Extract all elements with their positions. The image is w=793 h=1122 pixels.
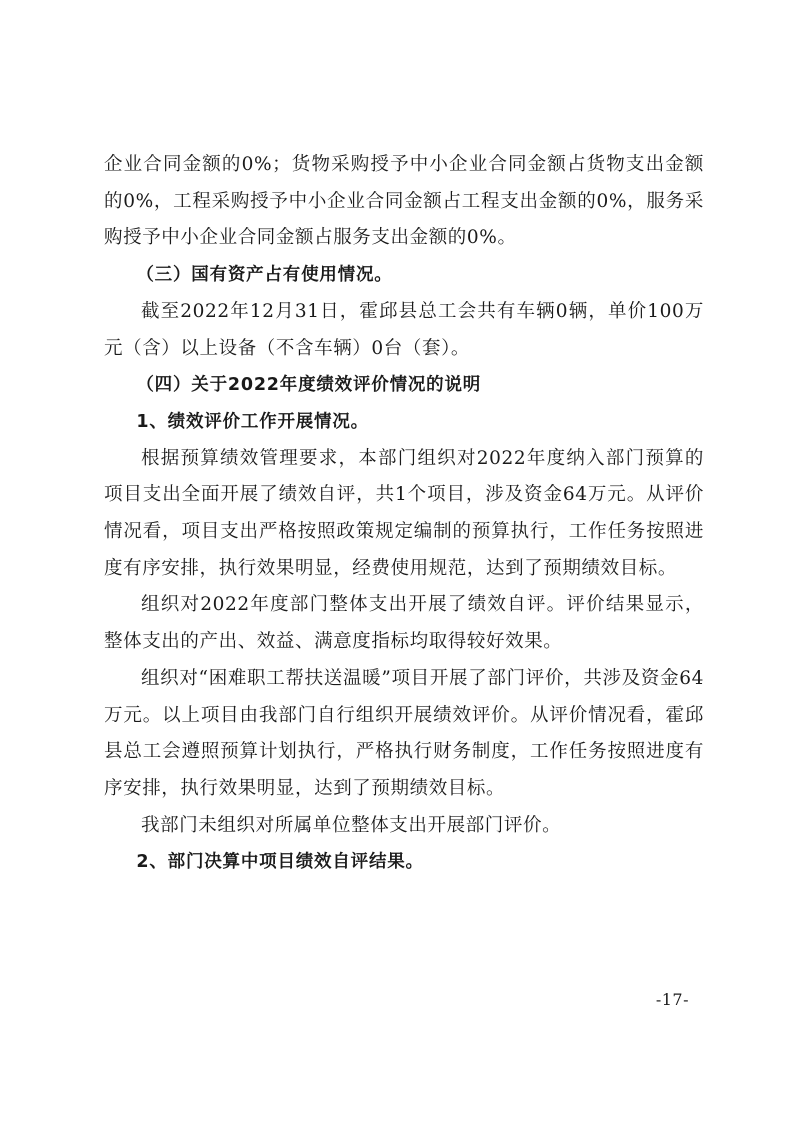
section-heading-assets: （三）国有资产占有使用情况。 bbox=[136, 265, 393, 286]
paragraph-subordinate-units: 我部门未组织对所属单位整体支出开展部门评价。 bbox=[141, 814, 562, 836]
paragraph-continuation: 企业合同金额的0%；货物采购授予中小企业合同金额占货物支出金额的0%，工程采购授予中小企业合同金额占工程支出金额的0%，服务采购授予中小企业合同金额占服务支出金额的0%。 bbox=[104, 154, 704, 249]
paragraph-project-evaluation: 组织对“困难职工帮扶送温暖”项目开展了部门评价，共涉及资金64万元。以上项目由我部门自行组织开展绩效评价。从评价情况看，霍邱县总工会遵照预算计划执行，严格执行财务制度，工作任务按照进度有序安排，执行效果明显，达到了预期绩效目标。 bbox=[104, 667, 704, 799]
subheading-evaluation-work: 1、绩效评价工作开展情况。 bbox=[136, 411, 369, 432]
section-heading-performance: （四）关于2022年度绩效评价情况的说明 bbox=[136, 375, 482, 396]
subheading-self-evaluation-results: 2、部门决算中项目绩效自评结果。 bbox=[136, 852, 424, 873]
page-number: -17- bbox=[655, 990, 689, 1009]
paragraph-overall-expenditure: 组织对2022年度部门整体支出开展了绩效自评。评价结果显示，整体支出的产出、效益、满意度指标均取得较好效果。 bbox=[104, 594, 704, 653]
document-body bbox=[104, 147, 704, 881]
paragraph-assets: 截至2022年12月31日，霍邱县总工会共有车辆0辆，单价100万元（含）以上设备（不含车辆）0台（套）。 bbox=[104, 300, 704, 359]
paragraph-self-evaluation: 根据预算绩效管理要求，本部门组织对2022年度纳入部门预算的项目支出全面开展了绩效自评，共1个项目，涉及资金64万元。从评价情况看，项目支出严格按照政策规定编制的预算执行，工作任务按照进度有序安排，执行效果明显，经费使用规范，达到了预期绩效目标。 bbox=[104, 447, 704, 579]
